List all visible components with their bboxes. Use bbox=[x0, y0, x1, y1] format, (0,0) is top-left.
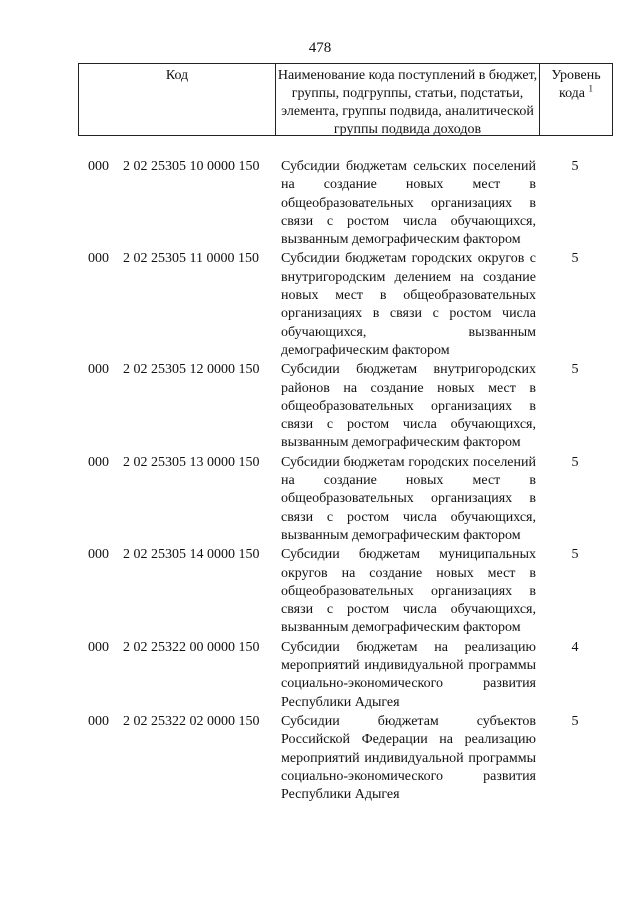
header-code bbox=[79, 64, 276, 135]
admin-code: 000 bbox=[88, 362, 109, 378]
revenue-code: 2 02 25305 13 0000 150 bbox=[123, 454, 260, 470]
revenue-name: Субсидии бюджетам внутригородских районов на создание новых мест в общеобразовательных организациях в связи с ростом числа обучающихся, вызванным демографическим фактором bbox=[281, 362, 536, 451]
header-level-label: Уровень кода bbox=[551, 68, 601, 101]
revenue-name: Субсидии бюджетам муниципальных округов на создание новых мест в общеобразовательных организациях в связи с ростом числа обучающихся, вызванным демографическим фактором bbox=[281, 547, 536, 636]
admin-code: 000 bbox=[88, 159, 109, 174]
code-level: 5 bbox=[571, 159, 579, 174]
revenue-code: 2 02 25305 12 0000 150 bbox=[123, 362, 260, 378]
table-row bbox=[78, 713, 613, 804]
code-level: 5 bbox=[571, 251, 579, 267]
table-body bbox=[78, 158, 613, 804]
revenue-name: Субсидии бюджетам субъектов Российской Федерации на реализацию мероприятий индивидуальной программы социально-экономического развития Республики Адыгея bbox=[281, 713, 536, 803]
admin-code: 000 bbox=[88, 251, 109, 267]
code-level: 5 bbox=[571, 362, 579, 378]
revenue-code: 2 02 25305 11 0000 150 bbox=[123, 251, 259, 267]
table-row bbox=[78, 454, 613, 545]
revenue-code: 2 02 25322 02 0000 150 bbox=[123, 713, 260, 729]
table-row bbox=[78, 639, 613, 712]
table-row bbox=[78, 250, 613, 360]
revenue-name: Субсидии бюджетам сельских поселений на создание новых мест в общеобразовательных организациях в связи с ростом числа обучающихся, вызванным демографическим фактором bbox=[281, 159, 536, 248]
revenue-name: Субсидии бюджетам городских поселений на создание новых мест в общеобразовательных организациях в связи с ростом числа обучающихся, вызванным демографическим фактором bbox=[281, 454, 536, 543]
admin-code: 000 bbox=[88, 639, 109, 655]
header-name-label: Наименование кода поступлений в бюджет, группы, подгруппы, статьи, подстатьи, элемента, группы подвида, аналитической группы подвида доходов bbox=[277, 68, 538, 137]
page-number: 478 bbox=[308, 40, 332, 56]
revenue-name: Субсидии бюджетам городских округов с внутригородским делением на создание новых мест в общеобразовательных организациях в связи с ростом числа обучающихся, вызванным демографическим фактором bbox=[281, 251, 536, 358]
header-level bbox=[540, 64, 612, 135]
revenue-code: 2 02 25305 14 0000 150 bbox=[123, 547, 260, 563]
admin-code: 000 bbox=[88, 454, 109, 470]
header-name bbox=[276, 64, 540, 135]
table-row bbox=[78, 158, 613, 249]
revenue-name: Субсидии бюджетам на реализацию мероприятий индивидуальной программы социально-экономического развития Республики Адыгея bbox=[281, 639, 536, 710]
table-header bbox=[78, 63, 613, 136]
code-level: 5 bbox=[571, 454, 579, 470]
table-row bbox=[78, 361, 613, 452]
header-level-footnote: 1 bbox=[588, 83, 594, 94]
revenue-code: 2 02 25305 10 0000 150 bbox=[123, 159, 260, 174]
code-level: 4 bbox=[571, 639, 579, 655]
admin-code: 000 bbox=[88, 547, 109, 563]
revenue-code: 2 02 25322 00 0000 150 bbox=[123, 639, 260, 655]
admin-code: 000 bbox=[88, 713, 109, 729]
header-code-label: Код bbox=[165, 68, 189, 83]
code-level: 5 bbox=[571, 547, 579, 563]
table-row bbox=[78, 546, 613, 637]
code-level: 5 bbox=[571, 713, 579, 729]
